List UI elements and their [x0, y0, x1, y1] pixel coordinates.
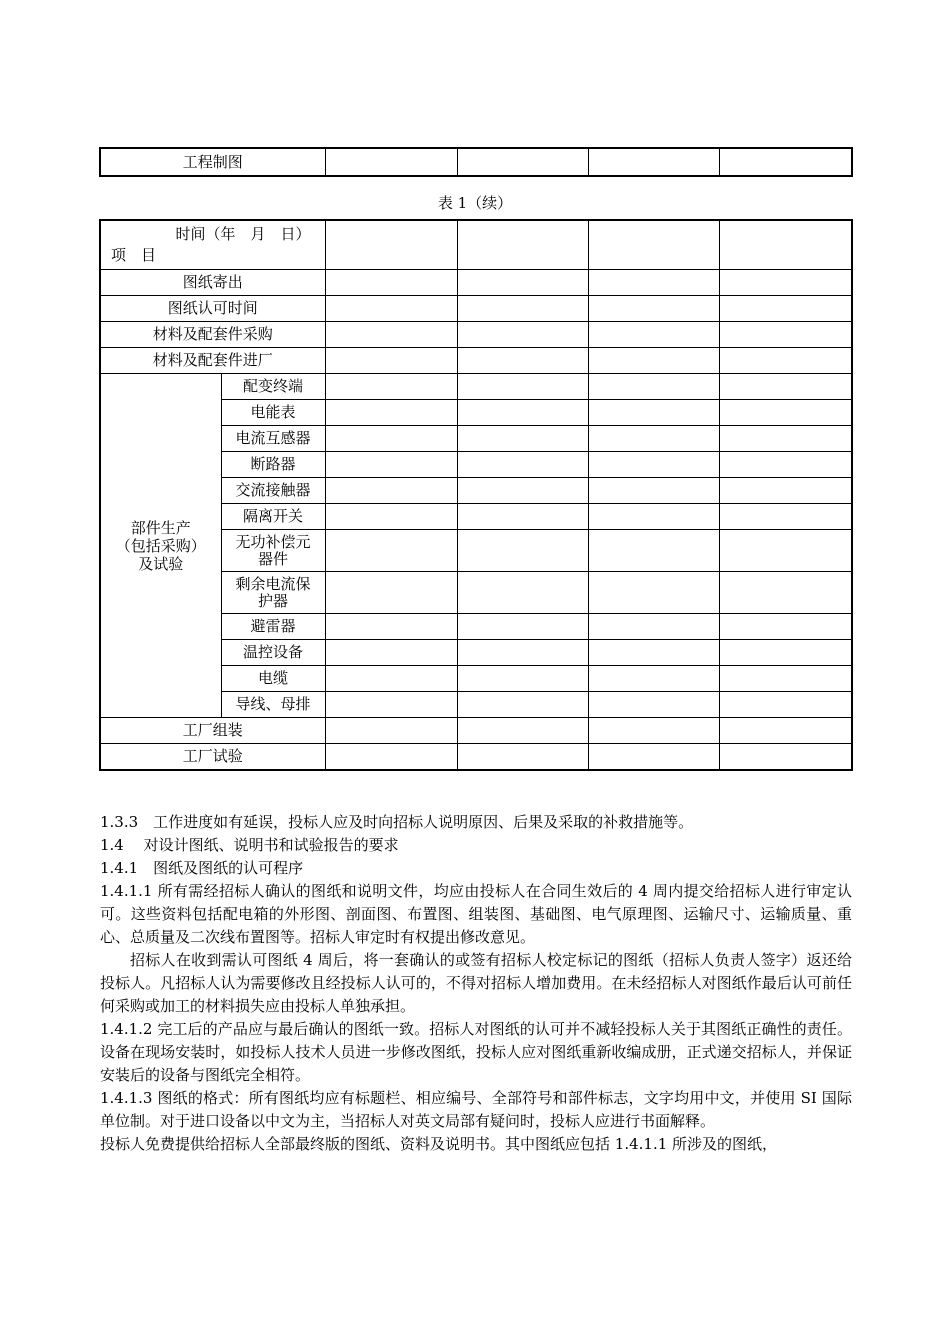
date-cell [325, 374, 457, 400]
component-label-line: 器件 [257, 549, 288, 568]
date-cell [588, 744, 719, 771]
row-label: 工厂组装 [100, 718, 325, 744]
component-label-line: 隔离开关 [242, 507, 303, 525]
date-cell [588, 322, 719, 348]
date-cell [457, 666, 588, 692]
table-row [100, 348, 852, 374]
date-cell [325, 452, 457, 478]
date-cell [325, 572, 457, 614]
date-cell [588, 452, 719, 478]
date-cell [588, 692, 719, 718]
group-label-line: （包括采购） [115, 536, 206, 555]
date-cell [719, 148, 852, 176]
date-cell [325, 426, 457, 452]
table-caption: 表 1（续） [437, 194, 513, 212]
component-label-line: 电能表 [250, 403, 296, 421]
paragraph-1-4-1-2: 1.4.1.2 完工后的产品应与最后确认的图纸一致。招标人对图纸的认可并不减轻投标人关于其图纸正确性的责任。设备在现场安装时，如投标人技术人员进一步修改图纸，投标人应对图纸重新收编成册，正式递交招标人，并保证安装后的设备与图纸完全相符。 [100, 1020, 852, 1084]
component-label-line: 无功补偿元 [235, 532, 311, 551]
date-cell [588, 374, 719, 400]
component-label [221, 400, 325, 426]
group-label-line: 及试验 [138, 554, 184, 573]
date-cell [719, 478, 852, 504]
component-label-line: 避雷器 [250, 617, 296, 635]
component-label [221, 614, 325, 640]
row-label: 工厂试验 [100, 744, 325, 771]
component-label [221, 478, 325, 504]
component-label [221, 692, 325, 718]
table-row [100, 148, 852, 176]
date-cell [325, 296, 457, 322]
date-cell [457, 614, 588, 640]
component-label-line: 导线、母排 [235, 695, 311, 713]
date-cell [457, 400, 588, 426]
component-label [221, 572, 325, 614]
date-header-cell [325, 220, 457, 270]
date-cell [325, 148, 457, 176]
date-cell [588, 530, 719, 572]
row-label: 图纸认可时间 [100, 296, 325, 322]
date-cell [325, 666, 457, 692]
component-label [221, 426, 325, 452]
date-cell [457, 572, 588, 614]
component-label [221, 530, 325, 572]
heading-1-4: 1.4 对设计图纸、说明书和试验报告的要求 [100, 836, 399, 854]
date-cell [588, 666, 719, 692]
date-cell [719, 692, 852, 718]
component-label-line: 温控设备 [242, 643, 303, 661]
date-cell [719, 348, 852, 374]
date-cell [588, 426, 719, 452]
paragraph-final-docs: 投标人免费提供给招标人全部最终版的图纸、资料及说明书。其中图纸应包括 1.4.1.1 所涉及的图纸， [100, 1135, 778, 1153]
date-cell [588, 640, 719, 666]
component-label [221, 666, 325, 692]
date-cell [325, 692, 457, 718]
date-cell [719, 400, 852, 426]
date-cell [457, 504, 588, 530]
date-cell [325, 718, 457, 744]
paragraph-1-4-1-1: 1.4.1.1 所有需经招标人确认的图纸和说明文件，均应由投标人在合同生效后的 4 周内提交给招标人进行审定认可。这些资料包括配电箱的外形图、剖面图、布置图、组装图、基础图、电气原理图、运输尺寸、运输质量、重心、总质量及二次线布置图等。招标人审定时有权提出修改意见。 [100, 882, 852, 946]
date-cell [457, 692, 588, 718]
component-label-line: 配变终端 [242, 377, 303, 395]
date-header-cell [719, 220, 852, 270]
date-cell [325, 744, 457, 771]
date-cell [588, 572, 719, 614]
date-cell [457, 426, 588, 452]
date-cell [457, 718, 588, 744]
date-cell [719, 614, 852, 640]
date-cell [719, 572, 852, 614]
table-row [100, 296, 852, 322]
component-label-line: 护器 [257, 591, 288, 610]
date-cell [588, 478, 719, 504]
date-cell [588, 614, 719, 640]
date-cell [588, 148, 719, 176]
date-cell [588, 296, 719, 322]
date-cell [457, 640, 588, 666]
date-cell [325, 640, 457, 666]
date-cell [588, 270, 719, 296]
header-time-label: 时间（年 月 日） [175, 225, 311, 243]
date-cell [325, 348, 457, 374]
date-cell [325, 530, 457, 572]
date-cell [457, 744, 588, 771]
date-cell [719, 504, 852, 530]
table-row [100, 374, 852, 400]
table-row [100, 718, 852, 744]
group-label-line: 部件生产 [130, 518, 191, 537]
date-cell [719, 426, 852, 452]
heading-1-4-1: 1.4.1 图纸及图纸的认可程序 [100, 859, 304, 877]
date-cell [719, 374, 852, 400]
row-label: 工程制图 [100, 148, 325, 176]
schedule-table-top [99, 147, 853, 177]
row-label: 材料及配套件进厂 [100, 348, 325, 374]
paragraph-1-3-3: 1.3.3 工作进度如有延误，投标人应及时向招标人说明原因、后果及采取的补救措施等。 [100, 813, 694, 831]
component-label-line: 断路器 [250, 455, 296, 473]
date-cell [719, 640, 852, 666]
date-cell [457, 148, 588, 176]
header-item-label: 项 目 [111, 246, 157, 264]
component-label [221, 374, 325, 400]
date-cell [457, 478, 588, 504]
date-cell [325, 322, 457, 348]
component-label [221, 640, 325, 666]
date-header-cell [588, 220, 719, 270]
date-cell [457, 348, 588, 374]
diagonal-header-cell [100, 220, 325, 270]
row-label: 材料及配套件采购 [100, 322, 325, 348]
date-cell [325, 614, 457, 640]
date-cell [719, 530, 852, 572]
group-label [100, 374, 221, 718]
date-cell [457, 374, 588, 400]
date-cell [719, 296, 852, 322]
body-text [100, 811, 852, 1156]
date-cell [719, 322, 852, 348]
date-cell [588, 718, 719, 744]
date-cell [325, 400, 457, 426]
date-cell [457, 322, 588, 348]
table-row [100, 322, 852, 348]
date-cell [457, 452, 588, 478]
paragraph-approval: 招标人在收到需认可图纸 4 周后，将一套确认的或签有招标人校定标记的图纸（招标人负责人签字）返还给投标人。凡招标人认为需要修改且经投标人认可的，不得对招标人增加费用。在未经招标人对图纸作最后认可前任何采购或加工的材料损失应由投标人单独承担。 [100, 951, 852, 1015]
component-label-line: 电流互感器 [235, 429, 311, 447]
header-row [100, 220, 852, 270]
date-cell [325, 478, 457, 504]
date-cell [325, 504, 457, 530]
date-header-cell [457, 220, 588, 270]
date-cell [457, 530, 588, 572]
table-row [100, 744, 852, 771]
paragraph-1-4-1-3: 1.4.1.3 图纸的格式：所有图纸均应有标题栏、相应编号、全部符号和部件标志，文字均用中文，并使用 SI 国际单位制。对于进口设备以中文为主，当招标人对英文局部有疑问时，投标人应进行书面解释。 [100, 1089, 852, 1130]
component-label [221, 452, 325, 478]
component-label [221, 504, 325, 530]
date-cell [719, 744, 852, 771]
date-cell [719, 270, 852, 296]
date-cell [588, 400, 719, 426]
date-cell [588, 348, 719, 374]
date-cell [719, 718, 852, 744]
component-label-line: 剩余电流保 [235, 574, 311, 593]
table-row [100, 270, 852, 296]
date-cell [719, 452, 852, 478]
component-label-line: 电缆 [257, 669, 288, 687]
date-cell [588, 504, 719, 530]
date-cell [457, 296, 588, 322]
date-cell [457, 270, 588, 296]
component-label-line: 交流接触器 [235, 481, 311, 499]
row-label: 图纸寄出 [100, 270, 325, 296]
date-cell [325, 270, 457, 296]
schedule-table [99, 219, 853, 771]
date-cell [719, 666, 852, 692]
